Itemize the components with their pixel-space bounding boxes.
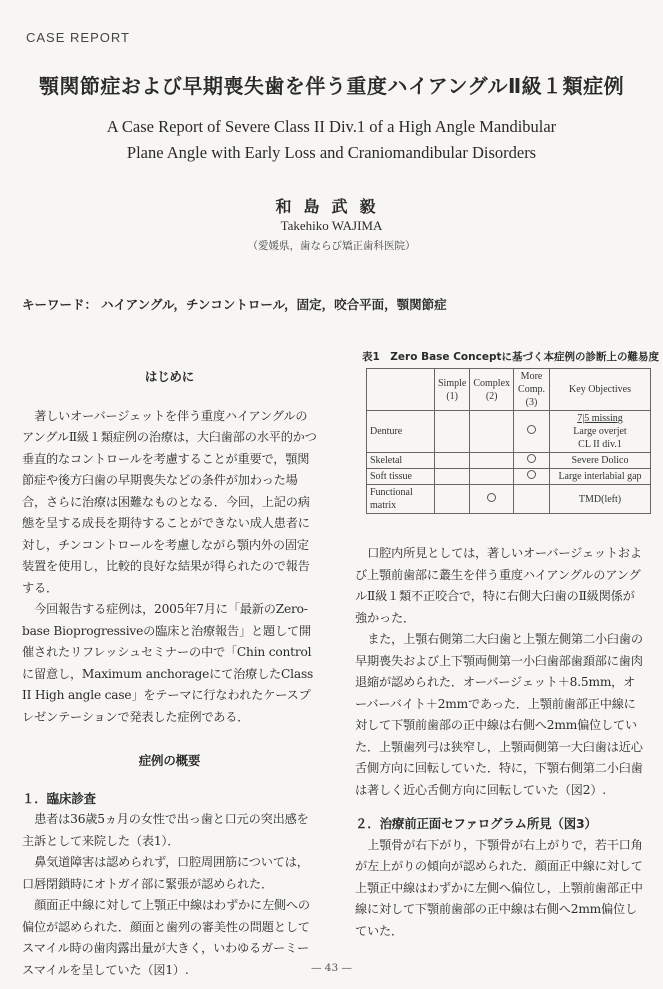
- cell-simple: [435, 411, 470, 453]
- row-label: Functional matrix: [367, 485, 435, 514]
- overview-paragraph-1: 患者は36歳5ヵ月の女性で出っ歯と口元の突出感を主訴として来院した（表1）．: [22, 812, 309, 848]
- section-label: CASE REPORT: [26, 30, 130, 45]
- cell-more-complex: [514, 485, 550, 514]
- cell-more-complex: [514, 411, 550, 453]
- cell-key-objective: 7|5 missing Large overjet CL II div.1: [550, 411, 651, 453]
- circle-mark-icon: [487, 493, 496, 502]
- circle-mark-icon: [527, 470, 536, 479]
- page-number: — 43 —: [310, 962, 353, 974]
- difficulty-table: [366, 368, 651, 514]
- header-complex: Complex (2): [470, 369, 514, 411]
- cell-key-objective: Large interlabial gap: [550, 469, 651, 485]
- cell-complex: [470, 411, 514, 453]
- table-row: [367, 453, 651, 469]
- overview-paragraph-3: 顔面正中線に対して上顎正中線はわずかに左側への偏位が認められた．顔面と歯列の審美性の問題としてスマイル時の歯肉露出量が大きく，いわゆるガーミースマイルを呈していた（図1）.: [22, 898, 310, 977]
- author-name-japanese: 和島武毅: [275, 197, 388, 216]
- intro-paragraph-1: 著しいオーバージェットを伴う重度ハイアングルのアングルⅡ級１類症例の治療は，大臼歯部の水平的かつ垂直的なコントロールを考慮することが重要で，顎関節症や後方臼歯の早期喪失などの条件が加わった場合，さらに治療は困難なものとなる．今回，上記の病態を呈する成長を期待することができない成人患者に対し，チンコントロールを考慮しながら顎内外の固定装置を使用し，比較的良好な結果が得られたので報告する．: [22, 408, 317, 595]
- right-paragraph-2: また，上顎右側第二大臼歯と上顎左側第二小臼歯の早期喪失および上下顎両側第一小臼歯部歯頚部に歯肉退縮が認められた．オーバージェット＋8.5mm，オーバーバイト＋2mmであった．上顎前歯部正中線に対して下顎前歯部の正中線は右側へ2mm偏位していた．上顎歯列弓は狭窄し，上顎両側第一大臼歯は近心舌側方向に回転していた．特に，下顎右側第二小臼歯は著しく近心舌側方向に回転していた（図2）.: [355, 632, 643, 797]
- header-more-complex: More Comp.(3): [514, 369, 550, 411]
- cell-more-complex: [514, 453, 550, 469]
- right-paragraph-1: 口腔内所見としては，著しいオーバージェットおよび上顎前歯部に叢生を伴う重度ハイアングルのアングルⅡ級１類不正咬合で，特に右側大臼歯のⅡ級関係が強かった．: [355, 546, 642, 625]
- table-corner-cell: [367, 369, 435, 411]
- header-simple: Simple (1): [435, 369, 470, 411]
- keywords-line: [22, 295, 447, 313]
- row-label: Denture: [367, 411, 435, 453]
- overview-heading: 症例の概要: [138, 753, 201, 768]
- title-english-line-2: Plane Angle with Early Loss and Craniomandibular Disorders: [126, 143, 537, 162]
- cell-complex: [470, 453, 514, 469]
- title-english-line-1: A Case Report of Severe Class II Div.1 of a High Angle Mandibular: [106, 117, 557, 136]
- table-header-row: [367, 369, 651, 411]
- right-column: [355, 543, 645, 942]
- cell-more-complex: [514, 469, 550, 485]
- cephalogram-heading: ２．治療前正面セファログラム所見（図3）: [355, 816, 597, 831]
- circle-mark-icon: [527, 425, 536, 434]
- circle-mark-icon: [527, 454, 536, 463]
- right-paragraph-3: 上顎骨が右下がり，下顎骨が右上がりで，若干口角が左上がりの傾向が認められた．顔面正中線に対して上顎正中線はわずかに左側へ偏位し，上顎前歯部正中線に対して下顎前歯部の正中線は右側へ2mm偏位していた．: [355, 837, 643, 938]
- intro-paragraph-2: 今回報告する症例は，2005年7月に「最新のZero-base Bioprogressiveの臨床と治療報告」と題して開催されたリフレッシュセミナーの中で「Chin controlに留意し，Maximum anchorageにて治療したClass II High angle case」をテーマに行なわれたケースプレゼンテーションで発表した症例である．: [22, 602, 314, 724]
- author-affiliation: （愛媛県，歯ならび矯正歯科医院）: [247, 240, 416, 252]
- cell-simple: [435, 453, 470, 469]
- cell-complex: [470, 469, 514, 485]
- title-english: [0, 114, 663, 166]
- author-name-english: Takehiko WAJIMA: [280, 218, 383, 233]
- overview-paragraph-2: 鼻気道障害は認められず，口腔周囲筋については，口唇閉鎖時にオトガイ部に緊張が認められた．: [22, 855, 309, 891]
- keywords-label: キーワード：: [22, 297, 98, 312]
- row-label: Skeletal: [367, 453, 435, 469]
- table-row: [367, 485, 651, 514]
- header-key-objectives: Key Objectives: [550, 369, 651, 411]
- clinical-exam-heading: １．臨床診査: [22, 790, 96, 806]
- intro-heading: はじめに: [144, 369, 195, 384]
- cell-simple: [435, 485, 470, 514]
- title-japanese: 顎関節症および早期喪失歯を伴う重度ハイアングルⅡ級１類症例: [38, 74, 625, 98]
- left-column: [22, 369, 317, 981]
- cell-complex: [470, 485, 514, 514]
- table-row: [367, 411, 651, 453]
- table-row: [367, 469, 651, 485]
- cell-key-objective: Severe Dolico: [550, 453, 651, 469]
- table-1-caption: 表1 Zero Base Conceptに基づく本症例の診断上の難易度: [362, 351, 659, 363]
- row-label: Soft tissue: [367, 469, 435, 485]
- cell-key-objective: TMD(left): [550, 485, 651, 514]
- cell-simple: [435, 469, 470, 485]
- keywords-list: ハイアングル，チンコントロール，固定，咬合平面，顎関節症: [101, 297, 447, 312]
